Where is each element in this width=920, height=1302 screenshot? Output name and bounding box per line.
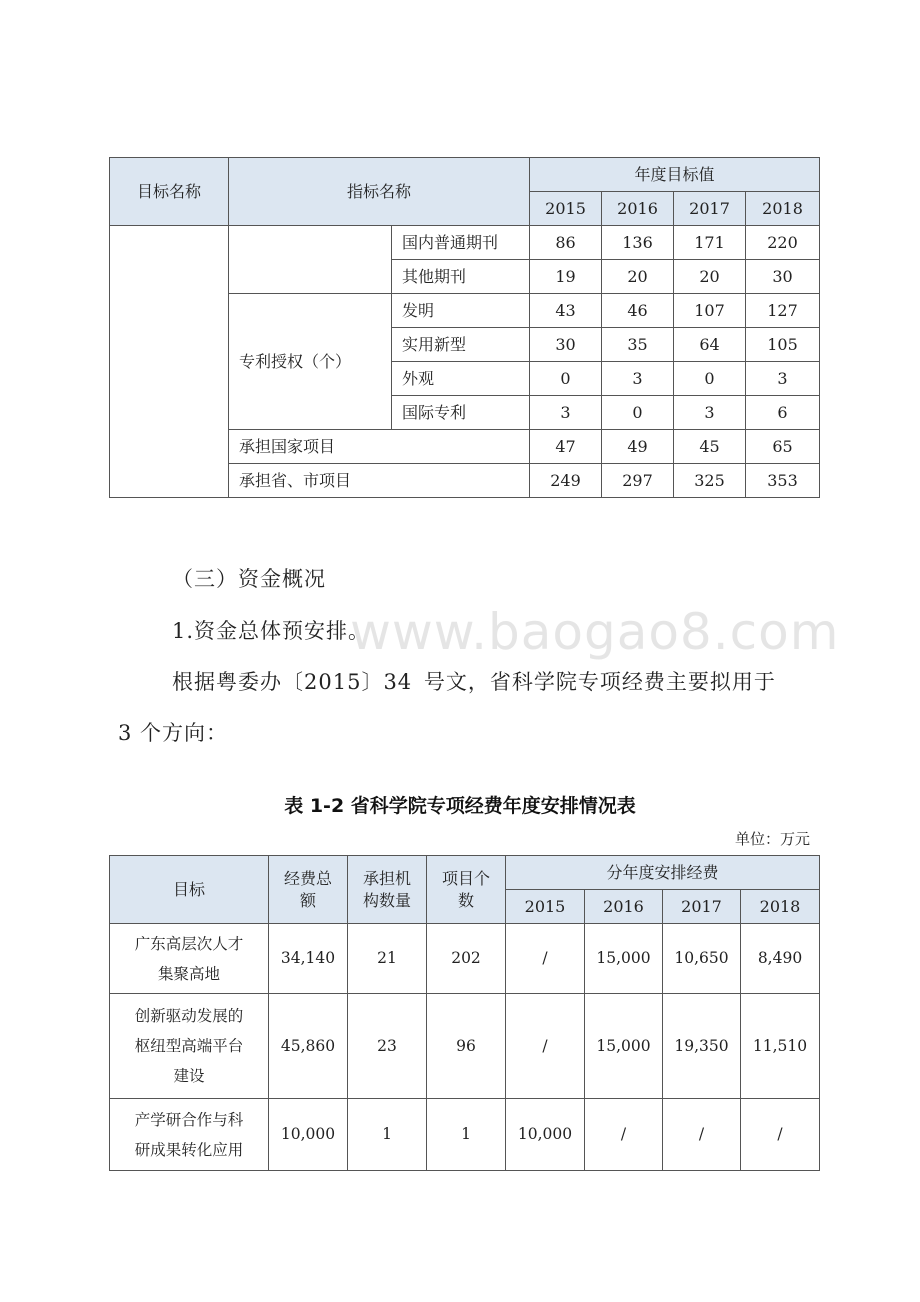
table-row xyxy=(110,1099,820,1171)
item-cell: 国际专利 xyxy=(392,396,530,430)
value-cell: 0 xyxy=(530,362,602,396)
col-indicator-name: 指标名称 xyxy=(229,158,530,226)
value-cell: 107 xyxy=(674,294,746,328)
value-cell: 297 xyxy=(602,464,674,498)
col-total-line: 经费总 xyxy=(283,868,332,888)
value-cell: 86 xyxy=(530,226,602,260)
col-goal-name: 目标名称 xyxy=(110,158,229,226)
unit-label: 单位：万元 xyxy=(734,830,810,848)
goal-line: 建设 xyxy=(173,1067,205,1085)
table-row xyxy=(110,994,820,1099)
col-year: 2017 xyxy=(663,890,741,924)
total-cell: 34,140 xyxy=(269,924,348,994)
orgs-cell: 21 xyxy=(348,924,427,994)
group-cell: 专利授权（个） xyxy=(229,294,392,430)
value-cell: 171 xyxy=(674,226,746,260)
value-cell: 105 xyxy=(746,328,820,362)
value-cell: 20 xyxy=(602,260,674,294)
goal-line: 广东高层次人才 xyxy=(134,934,244,953)
col-annual-target: 年度目标值 xyxy=(530,158,820,192)
projects-cell: 202 xyxy=(427,924,506,994)
goal-cell xyxy=(110,994,269,1099)
year-cell: / xyxy=(663,1099,741,1171)
col-projects-line: 项目个 xyxy=(441,868,490,888)
col-orgs-line: 构数量 xyxy=(362,890,411,910)
value-cell: 220 xyxy=(746,226,820,260)
value-cell: 30 xyxy=(530,328,602,362)
table-row xyxy=(110,226,820,260)
year-cell: / xyxy=(506,994,585,1099)
value-cell: 19 xyxy=(530,260,602,294)
value-cell: 3 xyxy=(746,362,820,396)
value-cell: 325 xyxy=(674,464,746,498)
group-cell xyxy=(229,226,392,294)
value-cell: 136 xyxy=(602,226,674,260)
item-cell: 发明 xyxy=(392,294,530,328)
year-cell: 10,000 xyxy=(506,1099,585,1171)
projects-cell: 96 xyxy=(427,994,506,1099)
total-cell: 45,860 xyxy=(269,994,348,1099)
value-cell: 6 xyxy=(746,396,820,430)
col-year: 2015 xyxy=(506,890,585,924)
goal-cell xyxy=(110,924,269,994)
subsection-heading: 1.资金总体预安排。 xyxy=(172,619,371,643)
value-cell: 43 xyxy=(530,294,602,328)
value-cell: 3 xyxy=(530,396,602,430)
year-cell: / xyxy=(506,924,585,994)
indicator-table xyxy=(109,157,820,498)
col-projects xyxy=(427,856,506,924)
col-orgs xyxy=(348,856,427,924)
year-cell: / xyxy=(741,1099,820,1171)
value-cell: 249 xyxy=(530,464,602,498)
table-caption: 表 1-2 省科学院专项经费年度安排情况表 xyxy=(284,795,636,817)
col-year: 2015 xyxy=(530,192,602,226)
table-row xyxy=(110,924,820,994)
col-total xyxy=(269,856,348,924)
value-cell: 46 xyxy=(602,294,674,328)
year-cell: / xyxy=(585,1099,663,1171)
goal-line: 研成果转化应用 xyxy=(134,1140,244,1159)
goal-cell xyxy=(110,226,229,498)
funding-table xyxy=(109,855,820,1171)
year-cell: 15,000 xyxy=(585,924,663,994)
goal-line: 集聚高地 xyxy=(157,964,220,983)
col-annual: 分年度安排经费 xyxy=(506,856,820,890)
section-heading: （三）资金概况 xyxy=(172,567,326,591)
col-goal: 目标 xyxy=(110,856,269,924)
col-total-line: 额 xyxy=(299,890,316,910)
value-cell: 3 xyxy=(602,362,674,396)
item-cell: 外观 xyxy=(392,362,530,396)
goal-line: 创新驱动发展的 xyxy=(134,1007,244,1025)
col-year: 2017 xyxy=(674,192,746,226)
value-cell: 49 xyxy=(602,430,674,464)
value-cell: 35 xyxy=(602,328,674,362)
item-cell: 实用新型 xyxy=(392,328,530,362)
year-cell: 8,490 xyxy=(741,924,820,994)
value-cell: 0 xyxy=(674,362,746,396)
value-cell: 3 xyxy=(674,396,746,430)
col-projects-line: 数 xyxy=(457,890,474,910)
watermark: www.baogao8.com xyxy=(350,603,840,661)
goal-line: 产学研合作与科 xyxy=(134,1110,244,1129)
value-cell: 64 xyxy=(674,328,746,362)
year-cell: 11,510 xyxy=(741,994,820,1099)
goal-cell xyxy=(110,1099,269,1171)
item-cell: 其他期刊 xyxy=(392,260,530,294)
value-cell: 127 xyxy=(746,294,820,328)
col-year: 2018 xyxy=(741,890,820,924)
orgs-cell: 23 xyxy=(348,994,427,1099)
paragraph-line: 3 个方向： xyxy=(118,721,229,745)
value-cell: 65 xyxy=(746,430,820,464)
group-cell: 承担国家项目 xyxy=(229,430,530,464)
col-year: 2016 xyxy=(585,890,663,924)
item-cell: 国内普通期刊 xyxy=(392,226,530,260)
col-orgs-line: 承担机 xyxy=(362,868,411,888)
value-cell: 45 xyxy=(674,430,746,464)
year-cell: 19,350 xyxy=(663,994,741,1099)
col-year: 2016 xyxy=(602,192,674,226)
col-year: 2018 xyxy=(746,192,820,226)
projects-cell: 1 xyxy=(427,1099,506,1171)
orgs-cell: 1 xyxy=(348,1099,427,1171)
goal-line: 枢纽型高端平台 xyxy=(134,1037,244,1055)
value-cell: 30 xyxy=(746,260,820,294)
year-cell: 15,000 xyxy=(585,994,663,1099)
paragraph-line: 根据粤委办〔2015〕34 号文，省科学院专项经费主要拟用于 xyxy=(172,670,776,694)
value-cell: 20 xyxy=(674,260,746,294)
year-cell: 10,650 xyxy=(663,924,741,994)
value-cell: 353 xyxy=(746,464,820,498)
total-cell: 10,000 xyxy=(269,1099,348,1171)
group-cell: 承担省、市项目 xyxy=(229,464,530,498)
value-cell: 47 xyxy=(530,430,602,464)
value-cell: 0 xyxy=(602,396,674,430)
